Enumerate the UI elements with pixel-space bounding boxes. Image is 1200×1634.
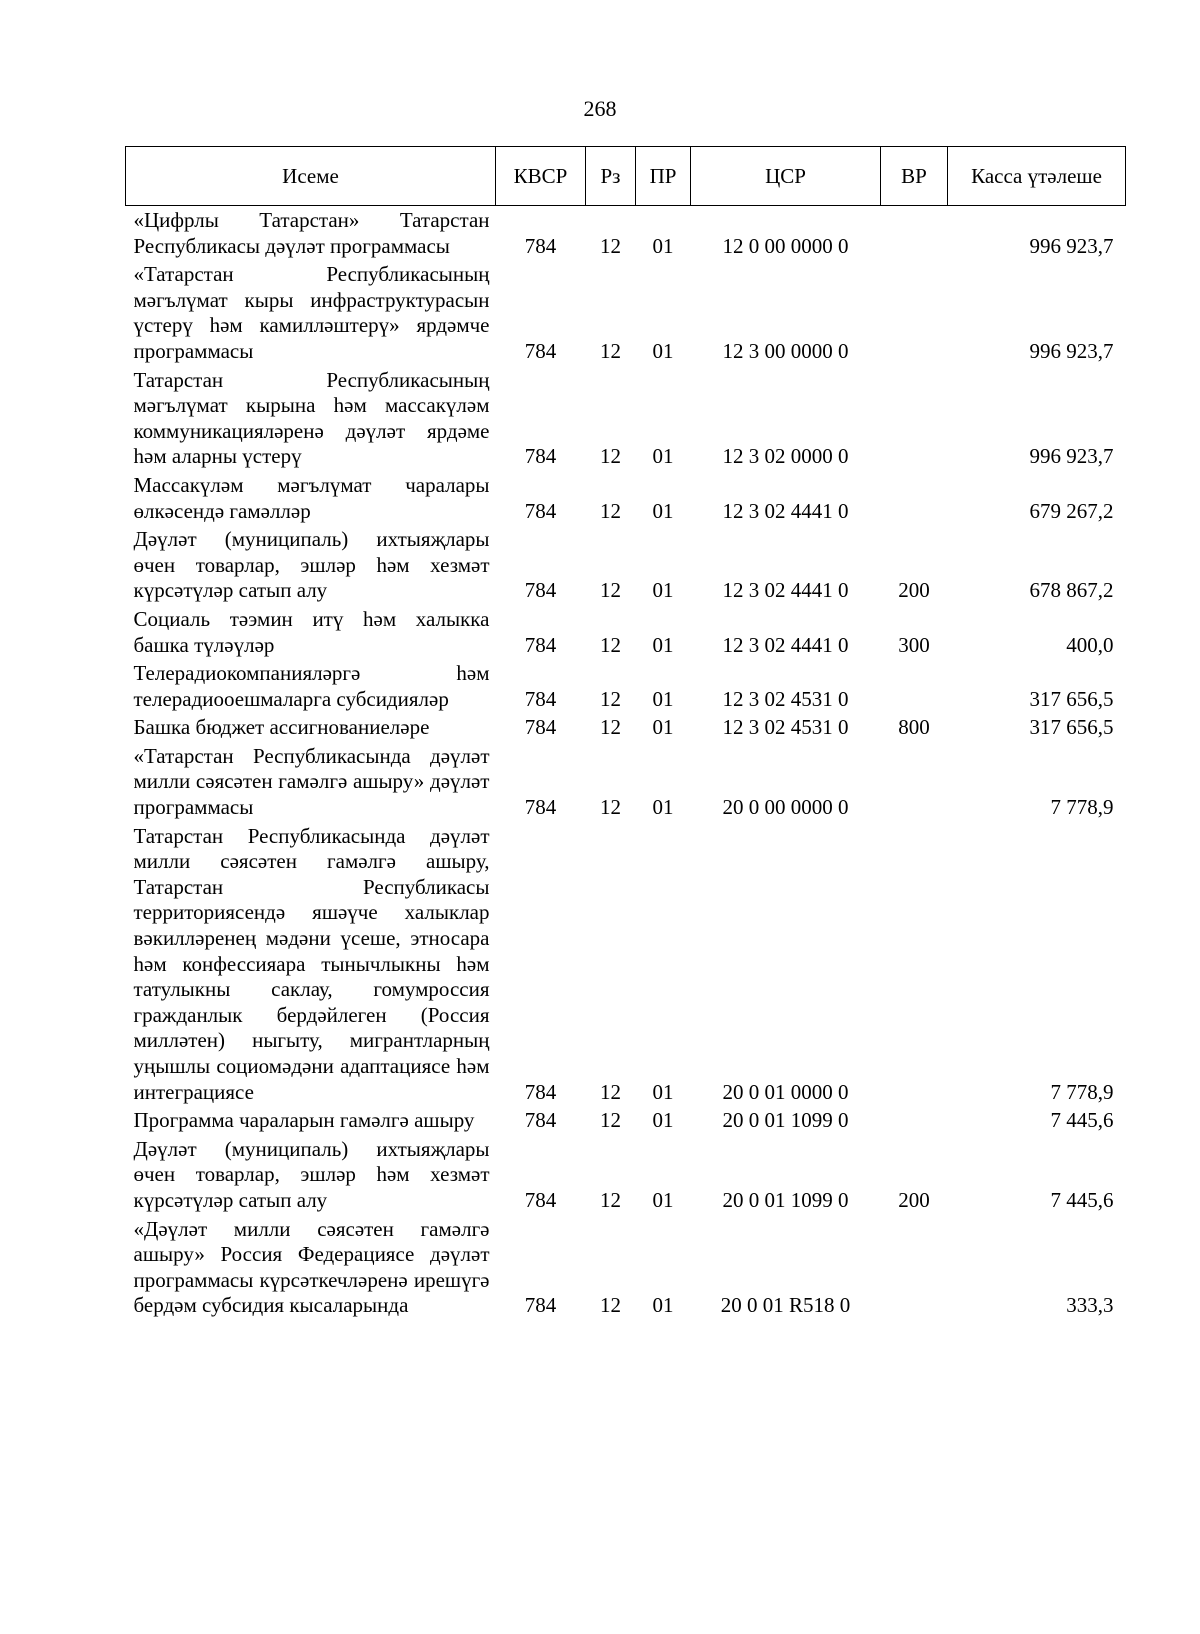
cell-kvsr: 784 (524, 578, 557, 603)
cell-sum: 678 867,2 (1029, 578, 1114, 603)
cell-rz: 12 (600, 686, 621, 711)
cell-pr: 01 (652, 233, 674, 258)
table-header (126, 147, 1126, 206)
cell-name: «Цифрлы Татарстан» Татарстан Республикасы дәүләт программасы (133, 208, 490, 258)
table-row (126, 260, 1126, 365)
cell-csr: 12 3 02 4531 0 (722, 686, 849, 711)
cell-kvsr: 784 (524, 1187, 557, 1212)
budget-table (125, 146, 1126, 1320)
cell-kvsr: 784 (524, 1079, 557, 1104)
cell-sum: 996 923,7 (1029, 338, 1114, 363)
table-body (126, 206, 1126, 1320)
cell-pr: 01 (652, 444, 674, 469)
cell-sum: 7 445,6 (1050, 1187, 1114, 1212)
cell-kvsr: 784 (524, 1293, 557, 1318)
cell-kvsr: 784 (524, 233, 557, 258)
header-csr: ЦСР (691, 147, 881, 206)
cell-rz: 12 (600, 444, 621, 469)
cell-name: «Татарстан Республикасының мәгълүмат кыры инфраструктурасын үстерү һәм камилләштерү» ярдәмче программасы (133, 262, 490, 363)
cell-pr: 01 (652, 1293, 674, 1318)
table-row (126, 605, 1126, 659)
cell-name: Татарстан Республикасында дәүләт милли сәясәтен гамәлгә ашыру, Татарстан Республикасы территориясендә яшәүче халыклар вәкилләренең мәдәни үсеше, этносара һәм конфессияара тынычлыкны һәм татулыкны саклау, гомумроссия гражданлык бердәйлеген (Россия милләтен) ныгыту, мигрантларның уңышлы социомәдәни адаптациясе һәм интеграциясе (133, 823, 490, 1104)
cell-pr: 01 (652, 795, 674, 820)
table-row (126, 206, 1126, 261)
cell-pr: 01 (652, 1187, 674, 1212)
cell-vr (881, 471, 948, 525)
cell-vr (881, 206, 948, 261)
cell-kvsr: 784 (524, 444, 557, 469)
cell-rz: 12 (600, 1108, 621, 1133)
cell-csr: 20 0 01 1099 0 (722, 1108, 849, 1133)
table-row (126, 1215, 1126, 1320)
cell-kvsr: 784 (524, 1108, 557, 1133)
cell-vr (881, 659, 948, 713)
cell-name: Программа чараларын гамәлгә ашыру (133, 1108, 475, 1133)
cell-csr: 20 0 01 0000 0 (722, 1079, 849, 1104)
cell-csr: 20 0 01 R518 0 (720, 1293, 851, 1318)
cell-csr: 20 0 01 1099 0 (722, 1187, 849, 1212)
cell-name: Татарстан Республикасының мәгълүмат кырына һәм массакүләм коммуникацияләренә дәүләт ярдәме һәм аларны үстерү (133, 367, 490, 469)
cell-rz: 12 (600, 498, 621, 523)
header-kvsr: КВСР (496, 147, 586, 206)
table-row (126, 1135, 1126, 1215)
cell-vr: 800 (898, 715, 930, 740)
cell-csr: 12 3 02 0000 0 (722, 444, 849, 469)
table-row (126, 366, 1126, 471)
cell-rz: 12 (600, 578, 621, 603)
cell-csr: 20 0 00 0000 0 (722, 795, 849, 820)
cell-pr: 01 (652, 686, 674, 711)
cell-pr: 01 (652, 715, 674, 740)
cell-name: «Дәүләт милли сәясәтен гамәлгә ашыру» Россия Федерациясе дәүләт программасы күрсәткечләренә ирешүгә бердәм субсидия кысаларында (133, 1216, 490, 1318)
cell-pr: 01 (652, 1079, 674, 1104)
cell-pr: 01 (652, 1108, 674, 1133)
cell-vr: 200 (898, 578, 930, 603)
cell-rz: 12 (600, 1079, 621, 1104)
table-row (126, 525, 1126, 605)
table-row (126, 713, 1126, 742)
cell-name: Массакүләм мәгълүмат чаралары өлкәсендә гамәлләр (133, 472, 490, 523)
cell-csr: 12 3 00 0000 0 (722, 338, 849, 363)
cell-rz: 12 (600, 338, 621, 363)
table-row (126, 659, 1126, 713)
cell-vr: 200 (898, 1187, 930, 1212)
cell-name: Телерадиокомпанияләргә һәм телерадиооешмаларга субсидияләр (133, 661, 490, 711)
cell-vr (881, 1106, 948, 1135)
cell-pr: 01 (652, 632, 674, 657)
cell-csr: 12 3 02 4441 0 (722, 498, 849, 523)
cell-rz: 12 (600, 715, 621, 740)
cell-csr: 12 3 02 4441 0 (722, 632, 849, 657)
cell-pr: 01 (652, 578, 674, 603)
cell-sum: 317 656,5 (1029, 686, 1114, 711)
cell-name: «Татарстан Республикасында дәүләт милли сәясәтен гамәлгә ашыру» дәүләт программасы (133, 743, 490, 820)
cell-sum: 679 267,2 (1029, 498, 1114, 523)
cell-kvsr: 784 (524, 498, 557, 523)
cell-vr: 300 (898, 632, 930, 657)
cell-vr (881, 260, 948, 365)
header-row (126, 147, 1126, 206)
cell-sum: 7 778,9 (1050, 1079, 1114, 1104)
cell-sum: 317 656,5 (1029, 715, 1114, 740)
cell-csr: 12 0 00 0000 0 (722, 233, 849, 258)
table-row (126, 1106, 1126, 1135)
cell-sum: 7 445,6 (1050, 1108, 1114, 1133)
cell-kvsr: 784 (524, 686, 557, 711)
cell-sum: 996 923,7 (1029, 233, 1114, 258)
cell-rz: 12 (600, 795, 621, 820)
header-sum: Касса үтәлеше (948, 147, 1126, 206)
cell-csr: 12 3 02 4441 0 (722, 578, 849, 603)
cell-vr (881, 366, 948, 471)
table-row (126, 742, 1126, 822)
header-pr: ПР (636, 147, 691, 206)
cell-kvsr: 784 (524, 338, 557, 363)
cell-name: Дәүләт (муниципаль) ихтыяҗлары өчен товарлар, эшләр һәм хезмәт күрсәтүләр сатып алу (133, 527, 490, 603)
cell-name: Дәүләт (муниципаль) ихтыяҗлары өчен товарлар, эшләр һәм хезмәт күрсәтүләр сатып алу (133, 1136, 490, 1212)
cell-pr: 01 (652, 338, 674, 363)
table-row (126, 471, 1126, 525)
cell-vr (881, 822, 948, 1107)
cell-kvsr: 784 (524, 632, 557, 657)
header-rz: Рз (586, 147, 636, 206)
cell-csr: 12 3 02 4531 0 (722, 715, 849, 740)
cell-rz: 12 (600, 1293, 621, 1318)
cell-sum: 333,3 (1066, 1293, 1114, 1318)
header-vr: ВР (881, 147, 948, 206)
cell-rz: 12 (600, 233, 621, 258)
table-row (126, 822, 1126, 1107)
page-number: 268 (583, 96, 617, 121)
cell-rz: 12 (600, 632, 621, 657)
cell-name: Социаль тәэмин итү һәм халыкка башка түләүләр (133, 606, 490, 657)
cell-sum: 996 923,7 (1029, 444, 1114, 469)
cell-rz: 12 (600, 1187, 621, 1212)
header-name: Исеме (126, 147, 496, 206)
cell-sum: 400,0 (1066, 632, 1114, 657)
cell-pr: 01 (652, 498, 674, 523)
cell-kvsr: 784 (524, 795, 557, 820)
cell-vr (881, 1215, 948, 1320)
cell-kvsr: 784 (524, 715, 557, 740)
cell-name: Башка бюджет ассигнованиеләре (133, 715, 430, 740)
cell-vr (881, 742, 948, 822)
cell-sum: 7 778,9 (1050, 795, 1114, 820)
